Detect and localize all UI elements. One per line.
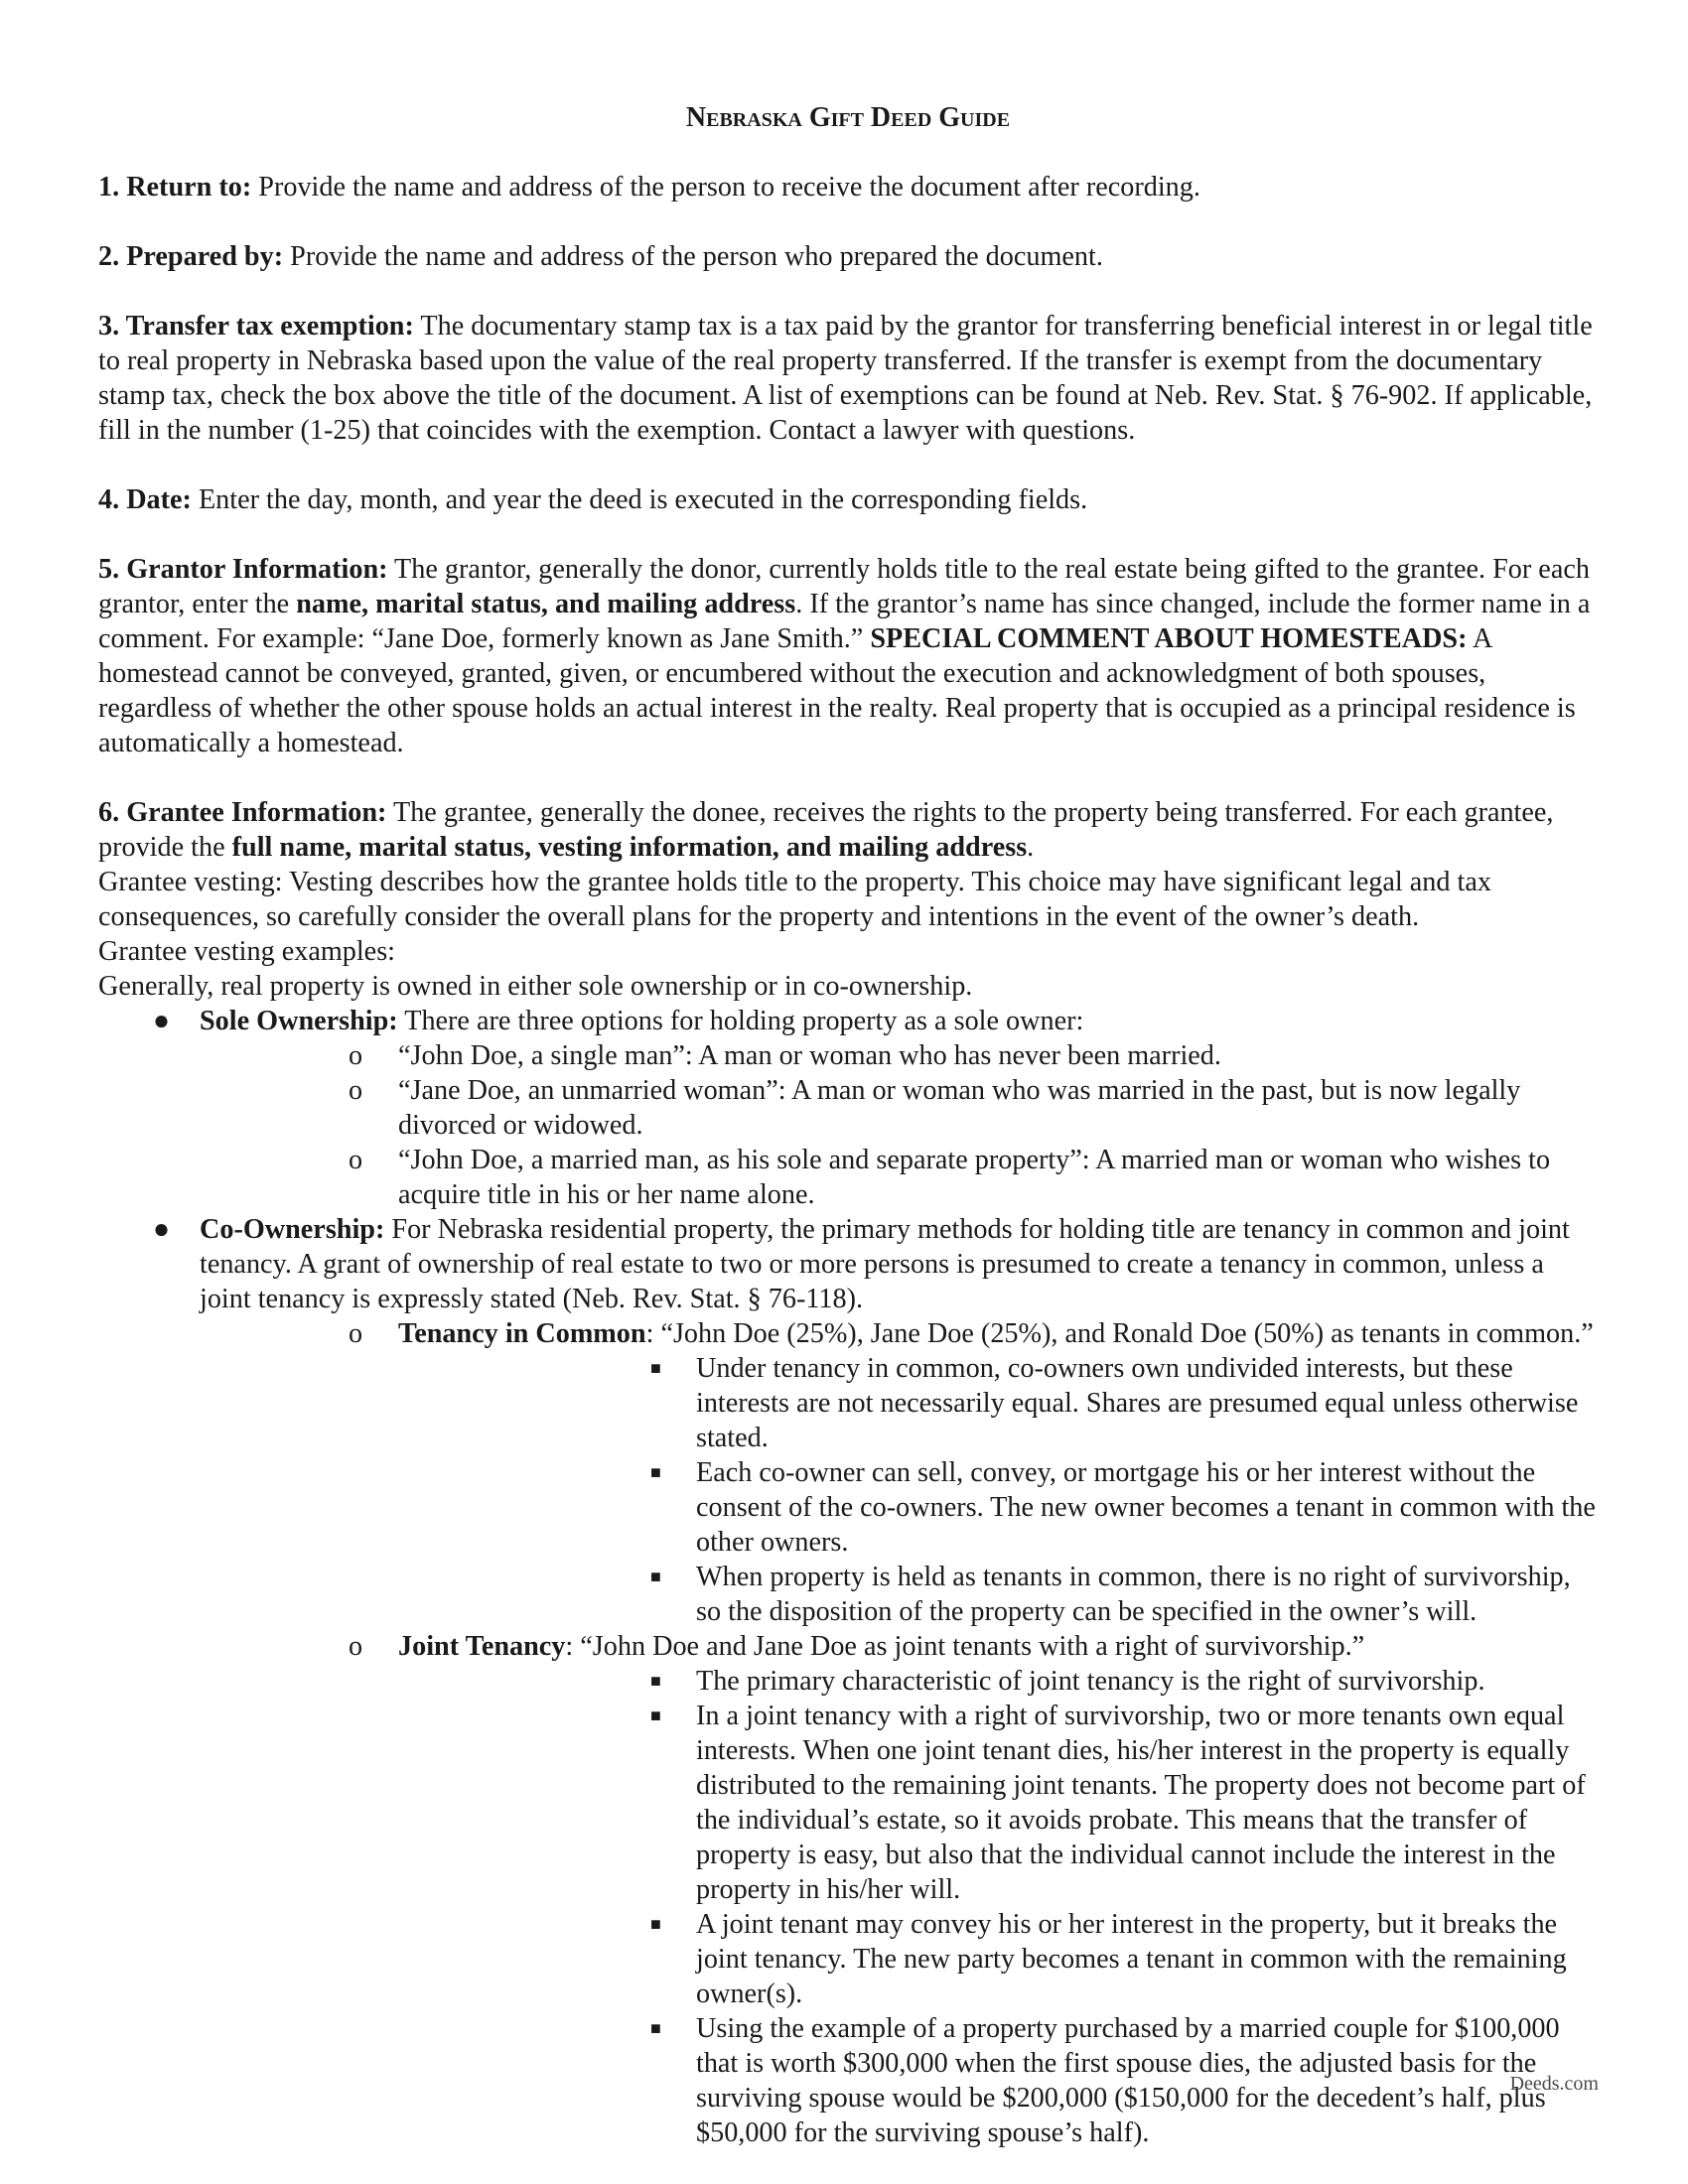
list-item-text: For Nebraska residential property, the primary methods for holding title are tenancy in common and joint tenancy. A grant of ownership of real estate to two or more persons is presumed to create a tenancy in common, unless a joint tenancy is expressly stated (Neb. Rev. Stat. § 76-118).	[200, 1214, 1570, 1314]
section-heading: 5. Grantor Information:	[98, 554, 388, 585]
list-item	[398, 1560, 1598, 1629]
list-item-heading: Co-Ownership:	[200, 1214, 385, 1245]
circle-bullet-icon: o	[349, 1631, 363, 1662]
footer-source: Deeds.com	[1509, 2073, 1599, 2095]
section-text: A homestead cannot be conveyed, granted, given, or encumbered without the execution and acknowledgment of both spouses, regardless of whether the other spouse holds an actual interest in the realty. Real property that is occupied as a principal residence is automatically a homestead.	[98, 623, 1576, 758]
square-bullet-icon: ■	[650, 1671, 661, 1691]
section-prepared-by	[98, 239, 1598, 274]
grantee-generally: Generally, real property is owned in either sole ownership or in co-ownership.	[98, 971, 973, 1002]
grantee-vesting: Grantee vesting: Vesting describes how the grantee holds title to the property. This choice may have significant legal and tax consequences, so carefully consider the overall plans for the property and intentions in the event of the owner’s death.	[98, 867, 1491, 932]
list-item	[398, 1664, 1598, 1699]
tenancy-in-common-details	[398, 1351, 1598, 1629]
list-item-joint-tenancy	[200, 1629, 1598, 2150]
joint-tenancy-details	[398, 1664, 1598, 2150]
bullet-icon: ●	[153, 1006, 171, 1036]
list-item-text: “Jane Doe, an unmarried woman”: A man or woman who was married in the past, but is now legally divorced or widowed.	[398, 1075, 1521, 1141]
list-item	[398, 1907, 1598, 2011]
list-item-sole-ownership	[98, 1004, 1598, 1212]
circle-bullet-icon: o	[349, 1040, 363, 1071]
list-item-heading: Tenancy in Common	[398, 1318, 646, 1349]
section-text: The grantor, generally the donor, currently holds title to the real estate being gifted to the grantee. For each grantor, enter the	[98, 554, 1590, 619]
list-item-text: A joint tenant may convey his or her interest in the property, but it breaks the joint tenancy. The new party becomes a tenant in common with the remaining owner(s).	[696, 1909, 1567, 2009]
list-item	[200, 1143, 1598, 1212]
page-title: Nebraska Gift Deed Guide	[685, 102, 1011, 133]
square-bullet-icon: ■	[650, 1358, 661, 1378]
co-ownership-types	[200, 1316, 1598, 2150]
square-bullet-icon: ■	[650, 1462, 661, 1482]
section-text: The grantee, generally the donee, receives the rights to the property being transferred. For each grantee, provide the	[98, 797, 1554, 863]
square-bullet-icon: ■	[650, 2018, 661, 2038]
section-text: Enter the day, month, and year the deed is executed in the corresponding fields.	[191, 484, 1088, 515]
section-emphasis: SPECIAL COMMENT ABOUT HOMESTEADS:	[870, 623, 1468, 654]
square-bullet-icon: ■	[650, 1567, 661, 1586]
section-text: Provide the name and address of the person to receive the document after recording.	[251, 172, 1200, 203]
section-heading: 4. Date:	[98, 484, 192, 515]
section-text: .	[1027, 832, 1035, 863]
list-item	[398, 1699, 1598, 1907]
square-bullet-icon: ■	[650, 1706, 661, 1725]
circle-bullet-icon: o	[349, 1318, 363, 1349]
square-bullet-icon: ■	[650, 1914, 661, 1934]
list-item	[398, 2011, 1598, 2150]
section-transfer-tax	[98, 309, 1598, 448]
list-item-text: “John Doe, a married man, as his sole and separate property”: A married man or woman who wishes to acquire title in his or her name alone.	[398, 1145, 1551, 1210]
section-heading: 3. Transfer tax exemption:	[98, 311, 414, 341]
list-item-heading: Joint Tenancy	[398, 1631, 566, 1662]
section-emphasis: name, marital status, and mailing address	[296, 589, 796, 619]
section-date	[98, 482, 1598, 517]
section-heading: 1. Return to:	[98, 172, 252, 203]
list-item-text: Each co-owner can sell, convey, or mortgage his or her interest without the consent of the co-owners. The new owner becomes a tenant in common with the other owners.	[696, 1457, 1596, 1558]
grantee-vesting-examples-label: Grantee vesting examples:	[98, 936, 395, 967]
list-item	[200, 1038, 1598, 1073]
circle-bullet-icon: o	[349, 1145, 363, 1175]
list-item	[398, 1455, 1598, 1560]
list-item-text: “John Doe, a single man”: A man or woman who has never been married.	[398, 1040, 1221, 1071]
section-text: The documentary stamp tax is a tax paid by the grantor for transferring beneficial interest in or legal title to real property in Nebraska based upon the value of the real property transferred. If the transfer is exempt from the documentary stamp tax, check the box above the title of the document. A list of exemptions can be found at Neb. Rev. Stat. § 76-902. If applicable, fill in the number (1-25) that coincides with the exemption. Contact a lawyer with questions.	[98, 311, 1593, 446]
list-item-text: Using the example of a property purchased by a married couple for $100,000 that is worth $300,000 when the first spouse dies, the adjusted basis for the surviving spouse would be $200,000 ($150,000 for the decedent’s half, plus $50,000 for the surviving spouse’s half).	[696, 2013, 1560, 2148]
list-item-heading: Sole Ownership:	[200, 1006, 398, 1036]
sole-ownership-options	[200, 1038, 1598, 1212]
list-item-text: There are three options for holding property as a sole owner:	[397, 1006, 1084, 1036]
list-item-text: When property is held as tenants in common, there is no right of survivorship, so the disposition of the property can be specified in the owner’s will.	[696, 1562, 1571, 1627]
circle-bullet-icon: o	[349, 1075, 363, 1106]
list-item-text: Under tenancy in common, co-owners own undivided interests, but these interests are not necessarily equal. Shares are presumed equal unless otherwise stated.	[696, 1353, 1579, 1453]
list-item-co-ownership	[98, 1212, 1598, 2150]
list-item-text: : “John Doe and Jane Doe as joint tenants with a right of survivorship.”	[565, 1631, 1365, 1662]
list-item-text: In a joint tenancy with a right of survivorship, two or more tenants own equal interests. When one joint tenant dies, his/her interest in the property is equally distributed to the remaining joint tenants. The property does not become part of the individual’s estate, so it avoids probate. This means that the transfer of property is easy, but also that the individual cannot include the interest in the property in his/her will.	[696, 1701, 1586, 1905]
list-item-text: The primary characteristic of joint tenancy is the right of survivorship.	[696, 1666, 1485, 1697]
section-grantee	[98, 795, 1598, 865]
section-heading: 6. Grantee Information:	[98, 797, 387, 828]
bullet-icon: ●	[153, 1214, 171, 1245]
document-page	[98, 100, 1598, 2150]
section-return-to	[98, 170, 1598, 205]
ownership-list	[98, 1004, 1598, 2150]
list-item	[200, 1073, 1598, 1143]
section-heading: 2. Prepared by:	[98, 241, 284, 272]
section-grantor	[98, 552, 1598, 760]
section-text: Provide the name and address of the person who prepared the document.	[283, 241, 1103, 272]
list-item	[398, 1351, 1598, 1455]
list-item-text: : “John Doe (25%), Jane Doe (25%), and Ronald Doe (50%) as tenants in common.”	[645, 1318, 1594, 1349]
section-emphasis: full name, marital status, vesting information, and mailing address	[231, 832, 1028, 863]
section-text: . If the grantor’s name has since changed, include the former name in a comment. For example: “Jane Doe, formerly known as Jane Smith.”	[98, 589, 1591, 654]
list-item-tenancy-in-common	[200, 1316, 1598, 1629]
